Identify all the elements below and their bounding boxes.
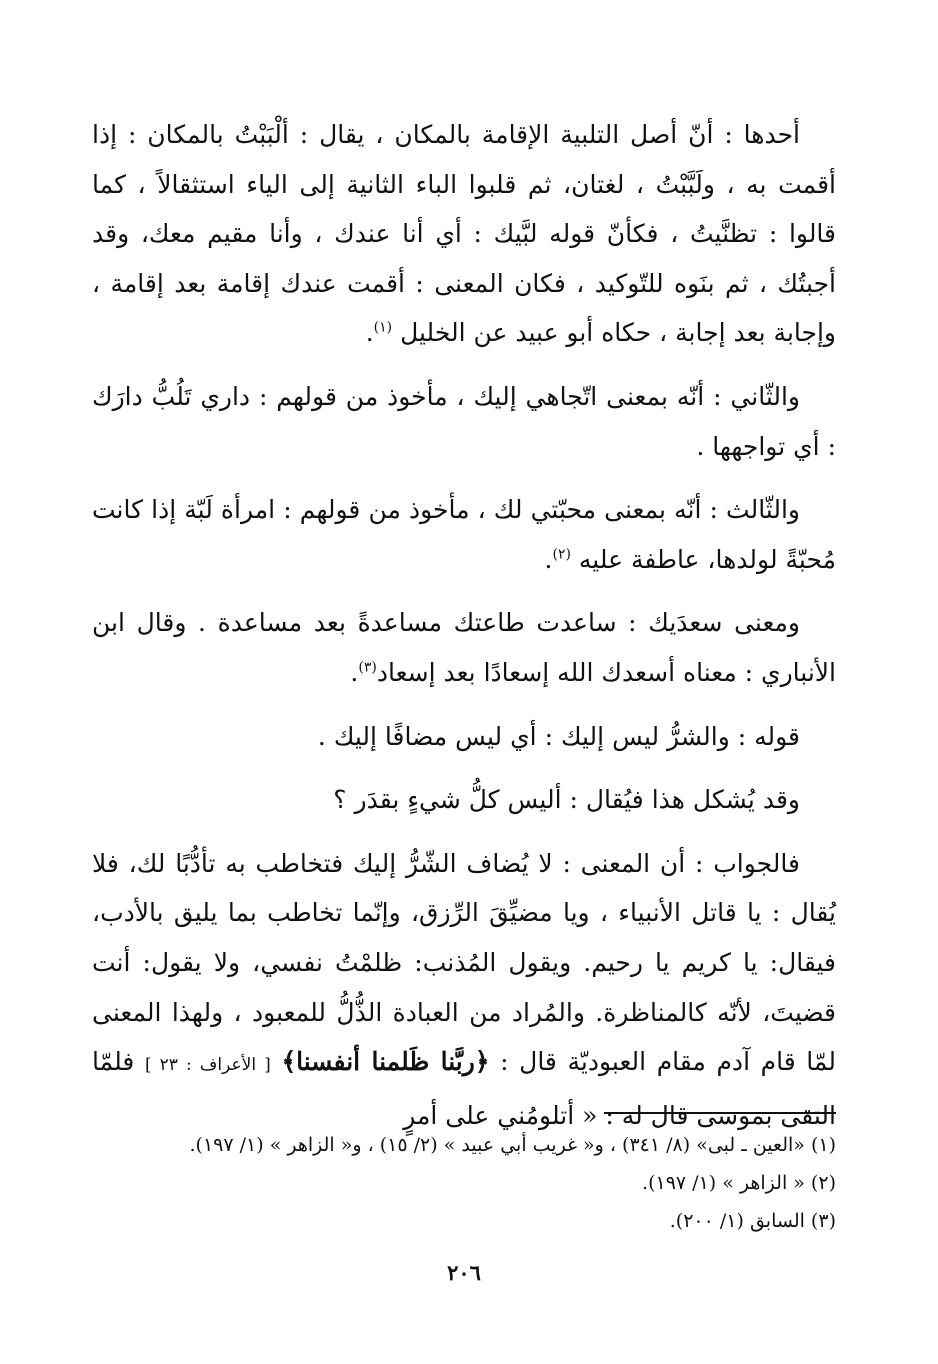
paragraph-text: فالجواب : أن المعنى : لا يُضاف الشّرُّ إليك فتخاطب به تأدُّبًا لك، فلا يُقال : يا قاتل الأنبياء ، ويا مضيِّقَ الرِّزق، وإنّما تخاطب بما يليق بالأدب، فيقال: يا كريم يا رحيم. ويقول المُذنب: ظلمْتُ نفسي، ولا يقول: أنت قضيتَ، لأنّه كالمناظرة. والمُراد من العبادة الذُّلُّ للمعبود ، ولهذا المعنى لمّا قام آدم مقام العبوديّة قال :: [92, 848, 836, 1077]
footnote-marker: (٣): [358, 659, 377, 676]
paragraph-second-meaning: [92, 372, 836, 471]
paragraph-text: ومعنى سعدَيك : ساعدت طاعتك مساعدةً بعد مساعدة . وقال ابن الأنباري : معناه أسعدك الله إسعادًا بعد إسعاد: [92, 608, 836, 687]
paragraph-text-continued: فلمّا التقى بموسى قال له : « أتلومُني على أمرٍ: [92, 1047, 836, 1130]
paragraph-end: .: [544, 544, 553, 574]
paragraph-text: وقد يُشكل هذا فيُقال : أليس كلُّ شيءٍ بقدَر: [354, 785, 800, 815]
paragraph-first-meaning: [92, 110, 836, 358]
main-text: [92, 110, 836, 1140]
paragraph-text: قوله : والشرُّ ليس إليك : أي ليس مضافًا إليك: [333, 721, 800, 751]
paragraph-end: .: [365, 318, 374, 348]
paragraph-end: ؟: [333, 785, 355, 815]
paragraph-text: والثّالث : أنّه بمعنى محبّتي لك ، مأخوذ من قولهم : امرأة لَبّة إذا كانت مُحبّةً لولدها، عاطفة عليه: [92, 495, 836, 574]
paragraph-saadayk: [92, 598, 836, 697]
page-number: ٢٠٦: [447, 1260, 481, 1285]
footnote-marker: (٢): [552, 546, 571, 563]
verse-reference: [ الأعراف : ٢٣ ]: [144, 1055, 271, 1076]
paragraph-end: .: [696, 431, 713, 461]
paragraph-text: والثّاني : أنّه بمعنى اتّجاهي إليك ، مأخوذ من قولهم : داري تَلُبُّ دارَك : أي تواجهها: [92, 381, 836, 461]
footnote-1: (١) «العين ـ لبى» (٨/ ٣٤١) ، و« غريب أبي عبيد » (٢/ ١٥) ، و« الزاهر » (١/ ١٩٧).: [189, 1134, 836, 1156]
footnote-divider: [604, 1112, 836, 1114]
footnote-marker: (١): [373, 320, 393, 337]
paragraph-end: .: [350, 657, 359, 687]
footnote-2: (٢) « الزاهر » (١/ ١٩٧).: [642, 1172, 836, 1194]
paragraph-answer: [92, 839, 836, 1141]
paragraph-text: أحدها : أنّ أصل التلبية الإقامة بالمكان ، يقال : ألْبَبْتُ بالمكان : إذا أقمت به ، ولَبَّبْتُ ، لغتان، ثم قلبوا الباء الثانية إلى الياء استثقالاً ، كما قالوا : تظنَّيتُ ، فكأنّ قوله لبَّيك : أي أنا عندك ، وأنا مقيم معك، وقد أجبتُك ، ثم بنَوه للتّوكيد ، فكان المعنى : أقمت عندك إقامة بعد إقامة ، وإجابة بعد إجابة ، حكاه أبو عبيد عن الخليل: [92, 120, 836, 348]
paragraph-evil-not-to-you: [92, 712, 836, 762]
paragraph-third-meaning: [92, 485, 836, 584]
book-page: [92, 110, 836, 1324]
paragraph-end: .: [317, 721, 334, 751]
quran-verse: ﴿ربَّنا ظَلمنا أنفسنا﴾: [281, 1047, 490, 1077]
footnotes: [92, 1126, 836, 1240]
footnote-3: (٣) السابق (١/ ٢٠٠).: [669, 1210, 836, 1232]
paragraph-objection: [92, 775, 836, 825]
